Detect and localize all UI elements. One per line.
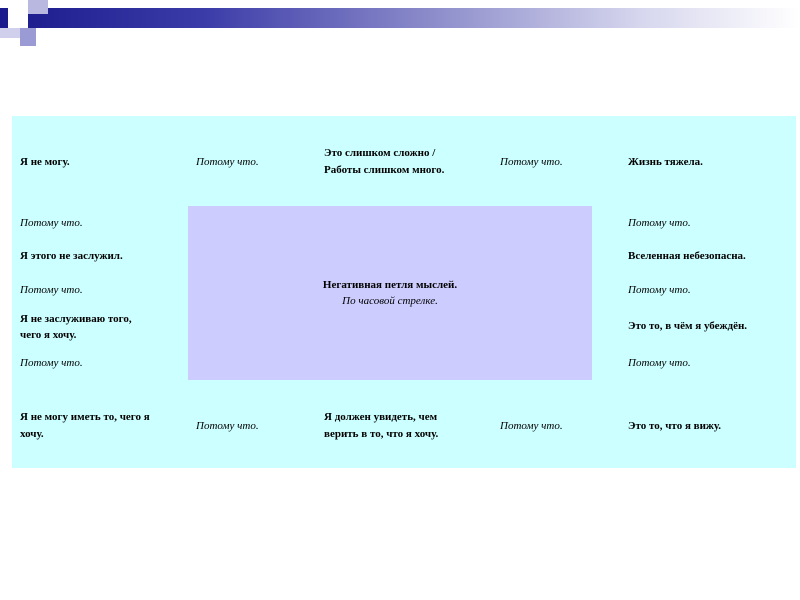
top-cell-3-line1: Это слишком сложно / bbox=[324, 147, 436, 159]
bottom-cell-1-line1: Я не могу иметь то, чего я bbox=[20, 411, 150, 423]
center-box bbox=[188, 206, 592, 380]
decor-square bbox=[48, 0, 60, 8]
bottom-cell-3-line1: Я должен увидеть, чем bbox=[324, 411, 438, 423]
decor-square bbox=[8, 8, 28, 28]
bottom-cell-5: Это то, что я вижу. bbox=[628, 420, 722, 432]
left-item-2: Я этого не заслужил. bbox=[20, 250, 123, 262]
header-gradient-band bbox=[0, 8, 800, 28]
left-item-4-line2: чего я хочу. bbox=[20, 329, 77, 341]
top-cell-1: Я не могу. bbox=[20, 156, 70, 168]
center-title: Негативная петля мыслей. bbox=[322, 279, 458, 291]
left-item-1: Потому что. bbox=[20, 217, 83, 229]
left-item-5: Потому что. bbox=[20, 357, 83, 369]
left-item-3: Потому что. bbox=[20, 284, 83, 296]
top-cell-2: Потому что. bbox=[196, 156, 259, 168]
decor-square bbox=[20, 28, 36, 46]
right-item-1: Потому что. bbox=[628, 217, 691, 229]
top-cell-5: Жизнь тяжела. bbox=[628, 156, 703, 168]
right-item-2: Вселенная небезопасна. bbox=[628, 250, 746, 262]
decor-square bbox=[28, 0, 48, 14]
left-item-4-line1: Я не заслуживаю того, bbox=[20, 313, 132, 325]
bottom-cell-2: Потому что. bbox=[196, 420, 259, 432]
right-item-3: Потому что. bbox=[628, 284, 691, 296]
bottom-cell-3-line2: верить в то, что я хочу. bbox=[324, 428, 439, 440]
bottom-cell-1-line2: хочу. bbox=[20, 428, 44, 440]
right-item-4: Это то, в чём я убеждён. bbox=[628, 320, 748, 332]
center-subtitle: По часовой стрелке. bbox=[342, 295, 438, 307]
right-item-5: Потому что. bbox=[628, 357, 691, 369]
top-cell-3-line2: Работы слишком много. bbox=[324, 164, 445, 176]
decor-square bbox=[0, 28, 20, 38]
bottom-cell-4: Потому что. bbox=[500, 420, 563, 432]
top-cell-4: Потому что. bbox=[500, 156, 563, 168]
